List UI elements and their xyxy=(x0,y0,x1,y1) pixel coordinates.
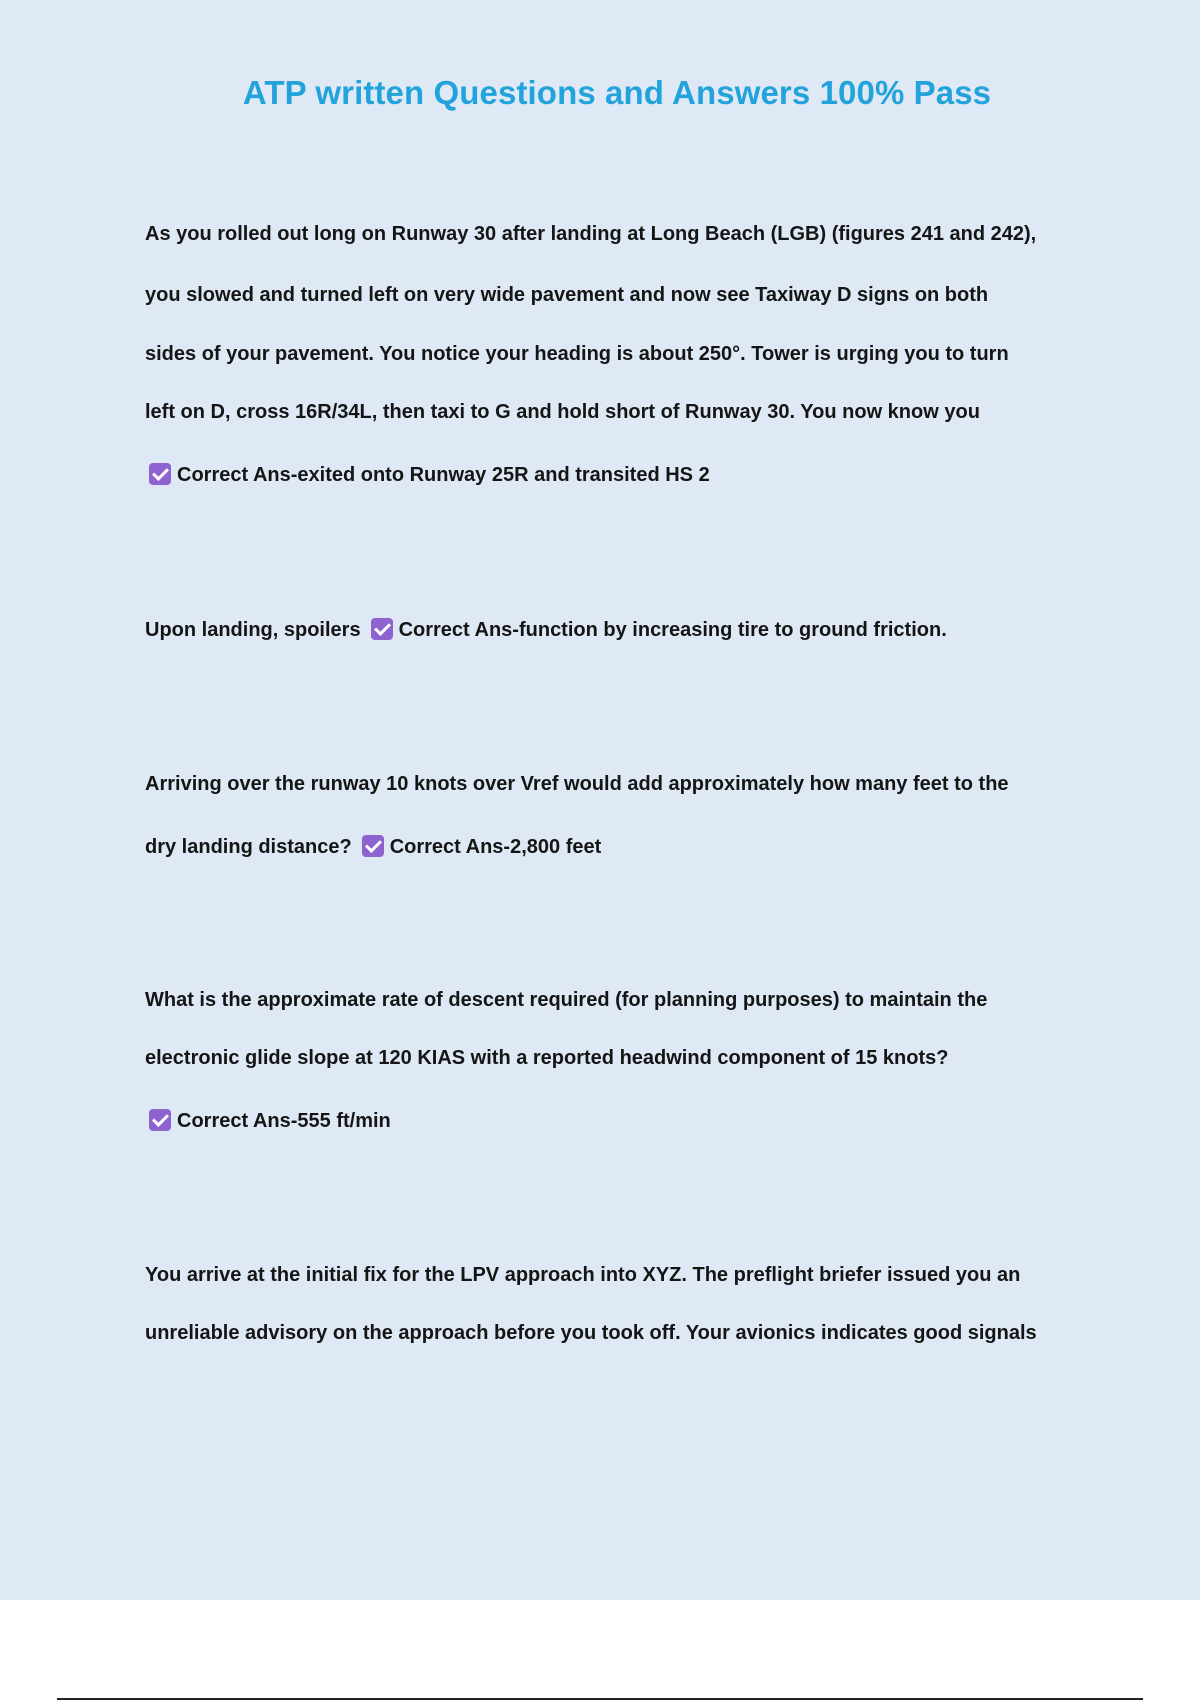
checkbox-checked-icon xyxy=(149,463,171,485)
question-3-line-1: Arriving over the runway 10 knots over Vref would add approximately how many feet to the xyxy=(145,773,1009,795)
question-2-line xyxy=(145,616,947,644)
question-4-line-1: What is the approximate rate of descent required (for planning purposes) to maintain the xyxy=(145,989,988,1011)
question-1-line-3: sides of your pavement. You notice your heading is about 250°. Tower is urging you to turn xyxy=(145,343,1009,365)
question-3-prompt-end: dry landing distance? xyxy=(145,836,352,858)
question-1-line-2: you slowed and turned left on very wide pavement and now see Taxiway D signs on both xyxy=(145,284,989,306)
question-5-line-2: unreliable advisory on the approach before you took off. Your avionics indicates good signals xyxy=(145,1322,1037,1344)
question-1-line-1: As you rolled out long on Runway 30 after landing at Long Beach (LGB) (figures 241 and 242), xyxy=(145,223,1037,245)
checkbox-checked-icon xyxy=(371,618,393,640)
question-2-answer: Correct Ans-function by increasing tire to ground friction. xyxy=(398,619,947,641)
question-4-line-2: electronic glide slope at 120 KIAS with a reported headwind component of 15 knots? xyxy=(145,1047,949,1069)
question-3-answer: Correct Ans-2,800 feet xyxy=(389,836,602,858)
question-1-answer-line xyxy=(145,461,710,489)
question-5-line-1: You arrive at the initial fix for the LPV approach into XYZ. The preflight briefer issued you an xyxy=(145,1264,1021,1286)
checkbox-checked-icon xyxy=(362,835,384,857)
question-1-line-4: left on D, cross 16R/34L, then taxi to G and hold short of Runway 30. You now know you xyxy=(145,401,980,423)
checkbox-checked-icon xyxy=(149,1109,171,1131)
document-title: ATP written Questions and Answers 100% Pass xyxy=(242,74,992,111)
question-4-answer: Correct Ans-555 ft/min xyxy=(177,1110,391,1132)
question-2-prompt: Upon landing, spoilers xyxy=(145,619,361,641)
question-4-answer-line xyxy=(145,1107,391,1135)
question-1-answer: Correct Ans-exited onto Runway 25R and transited HS 2 xyxy=(177,464,710,486)
question-3-line-2 xyxy=(145,833,601,861)
